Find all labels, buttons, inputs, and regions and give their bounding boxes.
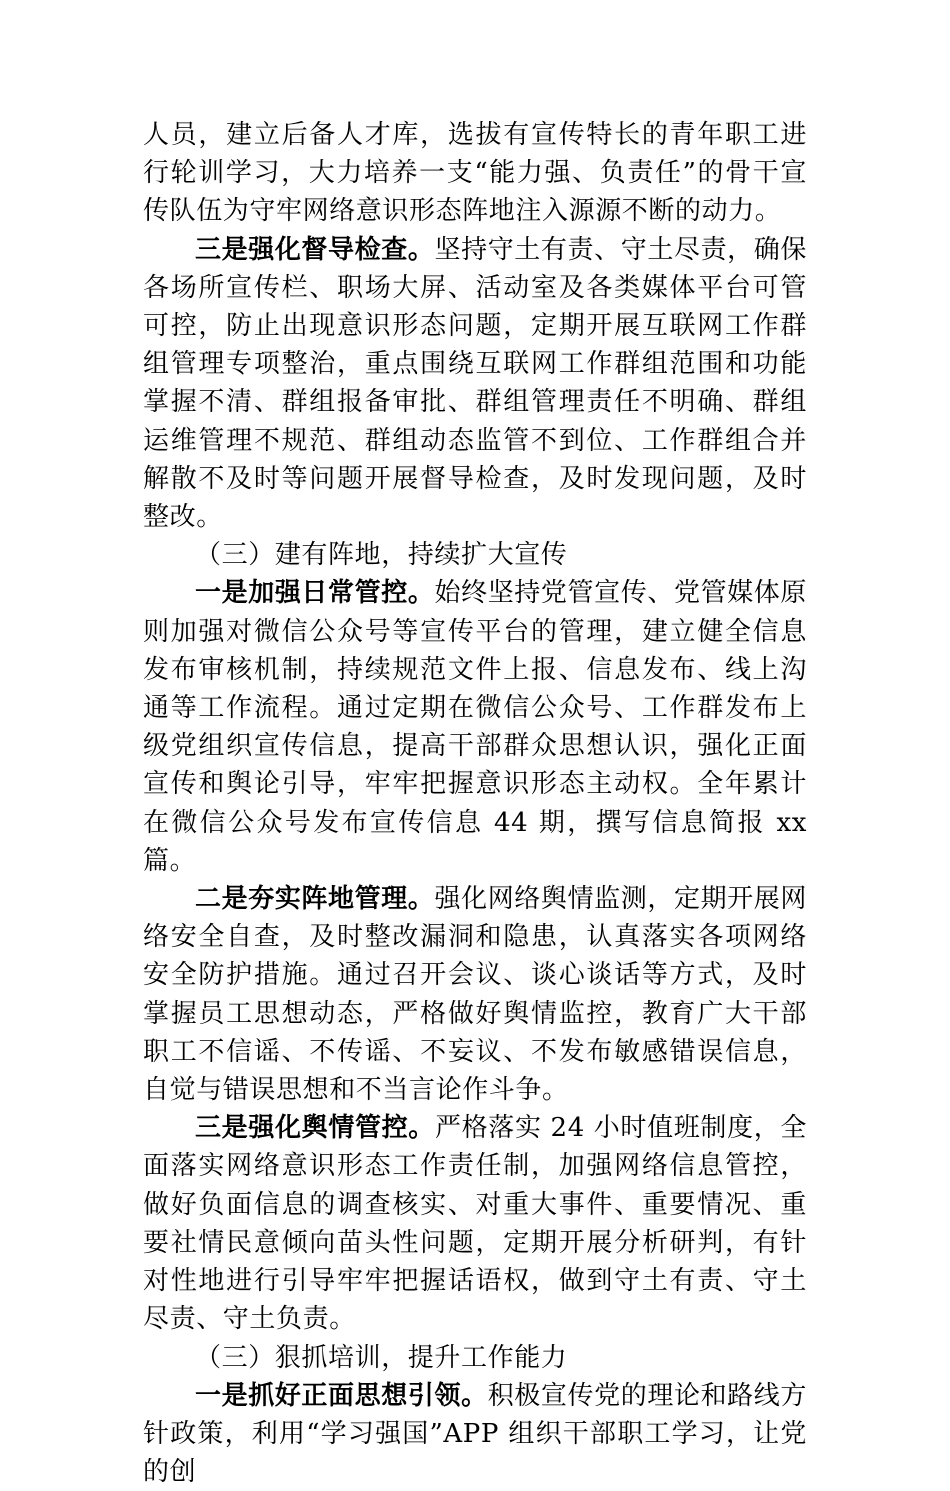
paragraph-body: 积极宣传党的理论和路线方针政策，利用“学习强国”APP 组织干部职工学习，让党的创 (143, 1380, 807, 1488)
paragraph-thought-guidance (143, 1377, 807, 1491)
paragraph-opinion-control (143, 1109, 807, 1338)
paragraph-continuation: 人员，建立后备人才库，选拔有宣传特长的青年职工进行轮训学习，大力培养一支“能力强、负责任”的骨干宣传队伍为守牢网络意识形态阵地注入源源不断的动力。 (143, 120, 807, 227)
paragraph-position-management (143, 880, 807, 1109)
paragraph-body: 严格落实 24 小时值班制度，全面落实网络意识形态工作责任制，加强网络信息管控，做好负面信息的调查核实、对重大事件、重要情况、重要社情民意倾向苗头性问题，定期开展分析研判，有针对性地进行引导牢牢把握话语权，做到守土有责、守土尽责、守土负责。 (143, 1113, 807, 1335)
paragraph-lead: 一是加强日常管控。 (195, 578, 435, 609)
paragraph-body: 强化网络舆情监测，定期开展网络安全自查，及时整改漏洞和隐患，认真落实各项网络安全防护措施。通过召开会议、谈心谈话等方式，及时掌握员工思想动态，严格做好舆情监控，教育广大干部职工不信谣、不传谣、不妄议、不发布敏感错误信息，自觉与错误思想和不当言论作斗争。 (143, 884, 807, 1106)
section-heading-positions: （三）建有阵地，持续扩大宣传 (195, 540, 568, 571)
paragraph-lead: 三是强化督导检查。 (195, 234, 435, 265)
paragraph-lead: 二是夯实阵地管理。 (195, 884, 435, 915)
paragraph-body: 坚持守土有责、守土尽责，确保各场所宣传栏、职场大屏、活动室及各类媒体平台可管可控，防止出现意识形态问题，定期开展互联网工作群组管理专项整治，重点围绕互联网工作群组范围和功能掌握不清、群组报备审批、群组管理责任不明确、群组运维管理不规范、群组动态监管不到位、工作群组合并解散不及时等问题开展督导检查，及时发现问题，及时整改。 (143, 234, 807, 533)
paragraph-daily-control (143, 574, 807, 880)
paragraph-body: 始终坚持党管宣传、党管媒体原则加强对微信公众号等宣传平台的管理，建立健全信息发布审核机制，持续规范文件上报、信息发布、线上沟通等工作流程。通过定期在微信公众号、工作群发布上级党组织宣传信息，提高干部群众思想认识，强化正面宣传和舆论引导，牢牢把握意识形态主动权。全年累计在微信公众号发布宣传信息 44 期，撰写信息简报 xx 篇。 (143, 578, 807, 876)
section-heading-training: （三）狠抓培训，提升工作能力 (195, 1342, 568, 1373)
paragraph-lead: 一是抓好正面思想引领。 (195, 1380, 488, 1411)
document-page (143, 116, 807, 1491)
paragraph-lead: 三是强化舆情管控。 (195, 1113, 435, 1144)
paragraph-supervision (143, 231, 807, 537)
